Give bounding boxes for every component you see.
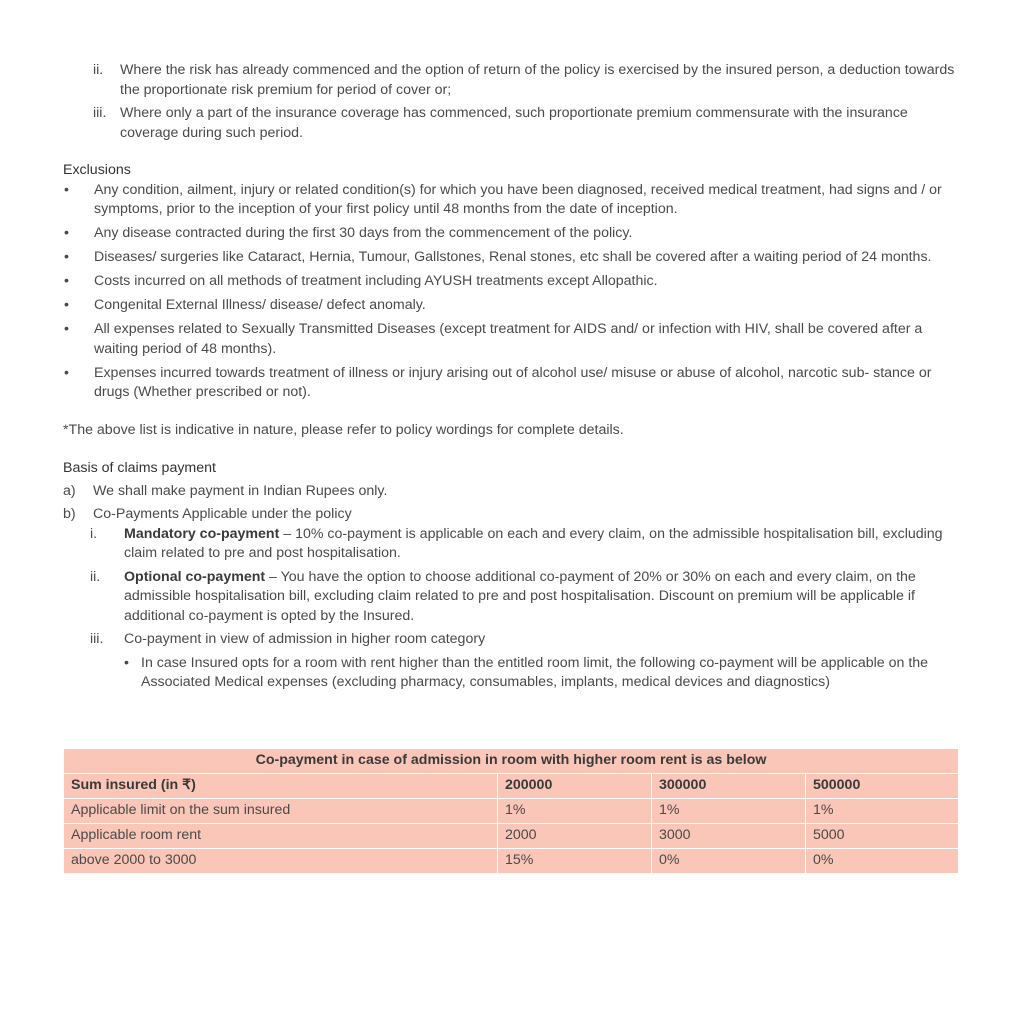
- exclusions-heading: Exclusions: [63, 162, 131, 178]
- list-number: ii.: [90, 568, 101, 585]
- list-item: [90, 525, 960, 564]
- list-item: [93, 61, 960, 100]
- bullet-icon: •: [64, 273, 69, 289]
- list-text: Any condition, ailment, injury or related condition(s) for which you have been diagnosed, received medical treatment, had signs and / or symptoms, prior to the inception of your first policy until 48 months from the date of inception.: [94, 181, 942, 217]
- list-item: [63, 364, 960, 403]
- list-number: iii.: [93, 105, 107, 121]
- list-item: [93, 104, 960, 143]
- list-item: [63, 181, 960, 220]
- list-text: Where only a part of the insurance coverage has commenced, such proportionate premium commensurate with the insurance coverage during such period.: [120, 105, 908, 141]
- list-item: [90, 568, 960, 627]
- table-header-row: [64, 774, 959, 799]
- list-text: In case Insured opts for a room with rent higher than the entitled room limit, the following co-payment will be applicable on the Associated Medical expenses (excluding pharmacy, consumables, implants, medical devices and diagnostics): [141, 654, 929, 690]
- table-header-cell: 300000: [652, 774, 806, 799]
- copayment-list: [90, 525, 960, 650]
- list-text: [124, 568, 960, 627]
- list-text: Co-Payments Applicable under the policy: [93, 506, 352, 522]
- table-cell: 15%: [498, 849, 652, 874]
- list-key: a): [63, 482, 76, 499]
- list-text: Expenses incurred towards treatment of illness or injury arising out of alcohol use/ misuse or abuse of alcohol, narcotic sub- stance or drugs (Whether prescribed or not).: [94, 364, 932, 400]
- list-description: – You have the option to choose additional co-payment of 20% or 30% on each and every claim, on the admissible hospitalisation bill, excluding claim related to pre and post hospitalisation. Discount on premium will be applicable if additional co-payment is opted by the Insured.: [124, 568, 916, 624]
- table-cell: 3000: [652, 824, 806, 849]
- list-item: [63, 320, 960, 359]
- table-cell: Applicable room rent: [64, 824, 498, 849]
- list-description: – 10% co-payment is applicable on each and every claim, on the admissible hospitalisation bill, excluding claim related to pre and post hospitalisation.: [124, 525, 943, 561]
- bullet-icon: •: [64, 321, 69, 337]
- list-number: iii.: [90, 631, 104, 647]
- claims-item-b: [63, 505, 960, 525]
- bullet-icon: •: [64, 225, 69, 241]
- bullet-icon: •: [64, 181, 69, 198]
- list-text: Congenital External Illness/ disease/ defect anomaly.: [94, 297, 426, 313]
- list-number: i.: [90, 525, 98, 542]
- list-text: Co-payment in view of admission in higher room category: [124, 631, 486, 647]
- bullet-icon: •: [64, 364, 69, 381]
- table-cell: 2000: [498, 824, 652, 849]
- list-term: Mandatory co-payment: [124, 525, 280, 542]
- document-page: [63, 61, 960, 693]
- table-cell: 1%: [806, 799, 959, 824]
- table-row: [64, 824, 959, 849]
- table-cell: 0%: [806, 849, 959, 874]
- list-item: [63, 296, 960, 316]
- table-cell: above 2000 to 3000: [64, 849, 498, 874]
- bullet-icon: •: [124, 654, 129, 671]
- list-text: Diseases/ surgeries like Cataract, Hernia, Tumour, Gallstones, Renal stones, etc shall be covered after a waiting period of 24 months.: [94, 249, 932, 265]
- list-item: [63, 248, 960, 268]
- list-term: Optional co-payment: [124, 568, 266, 585]
- table-header-cell: Sum insured (in ₹): [64, 774, 498, 799]
- indicative-note: *The above list is indicative in nature, please refer to policy wordings for complete details.: [63, 421, 624, 438]
- list-text: Costs incurred on all methods of treatment including AYUSH treatments except Allopathic.: [94, 273, 658, 289]
- table-cell: 5000: [806, 824, 959, 849]
- list-text: We shall make payment in Indian Rupees only.: [93, 482, 388, 499]
- list-item: [90, 630, 960, 650]
- list-item: [63, 224, 960, 244]
- room-category-bullet: [124, 654, 960, 693]
- claims-item-a: [63, 482, 960, 502]
- table-header-cell: 200000: [498, 774, 652, 799]
- table-cell: 1%: [498, 799, 652, 824]
- list-item: [63, 272, 960, 292]
- list-key: b): [63, 506, 76, 522]
- list-number: ii.: [93, 62, 104, 78]
- table-caption: Co-payment in case of admission in room with higher room rent is as below: [64, 749, 959, 774]
- bullet-icon: •: [64, 249, 69, 265]
- list-text: Where the risk has already commenced and the option of return of the policy is exercised by the insured person, a deduction towards the proportionate risk premium for period of cover or;: [120, 62, 955, 98]
- copayment-table: [63, 748, 959, 874]
- table-row: [64, 799, 959, 824]
- list-text: Any disease contracted during the first 30 days from the commencement of the policy.: [94, 225, 633, 241]
- table-row: [64, 849, 959, 874]
- table-cell: 0%: [652, 849, 806, 874]
- table-header-cell: 500000: [806, 774, 959, 799]
- table-cell: Applicable limit on the sum insured: [64, 799, 498, 824]
- refund-list: [93, 61, 960, 143]
- table-caption-row: [64, 749, 959, 774]
- list-text: [124, 525, 960, 564]
- table-cell: 1%: [652, 799, 806, 824]
- exclusions-list: [63, 181, 960, 403]
- list-text: All expenses related to Sexually Transmitted Diseases (except treatment for AIDS and/ or infection with HIV, shall be covered after a waiting period of 48 months).: [94, 321, 923, 357]
- bullet-icon: •: [64, 297, 69, 313]
- claims-heading: Basis of claims payment: [63, 460, 216, 476]
